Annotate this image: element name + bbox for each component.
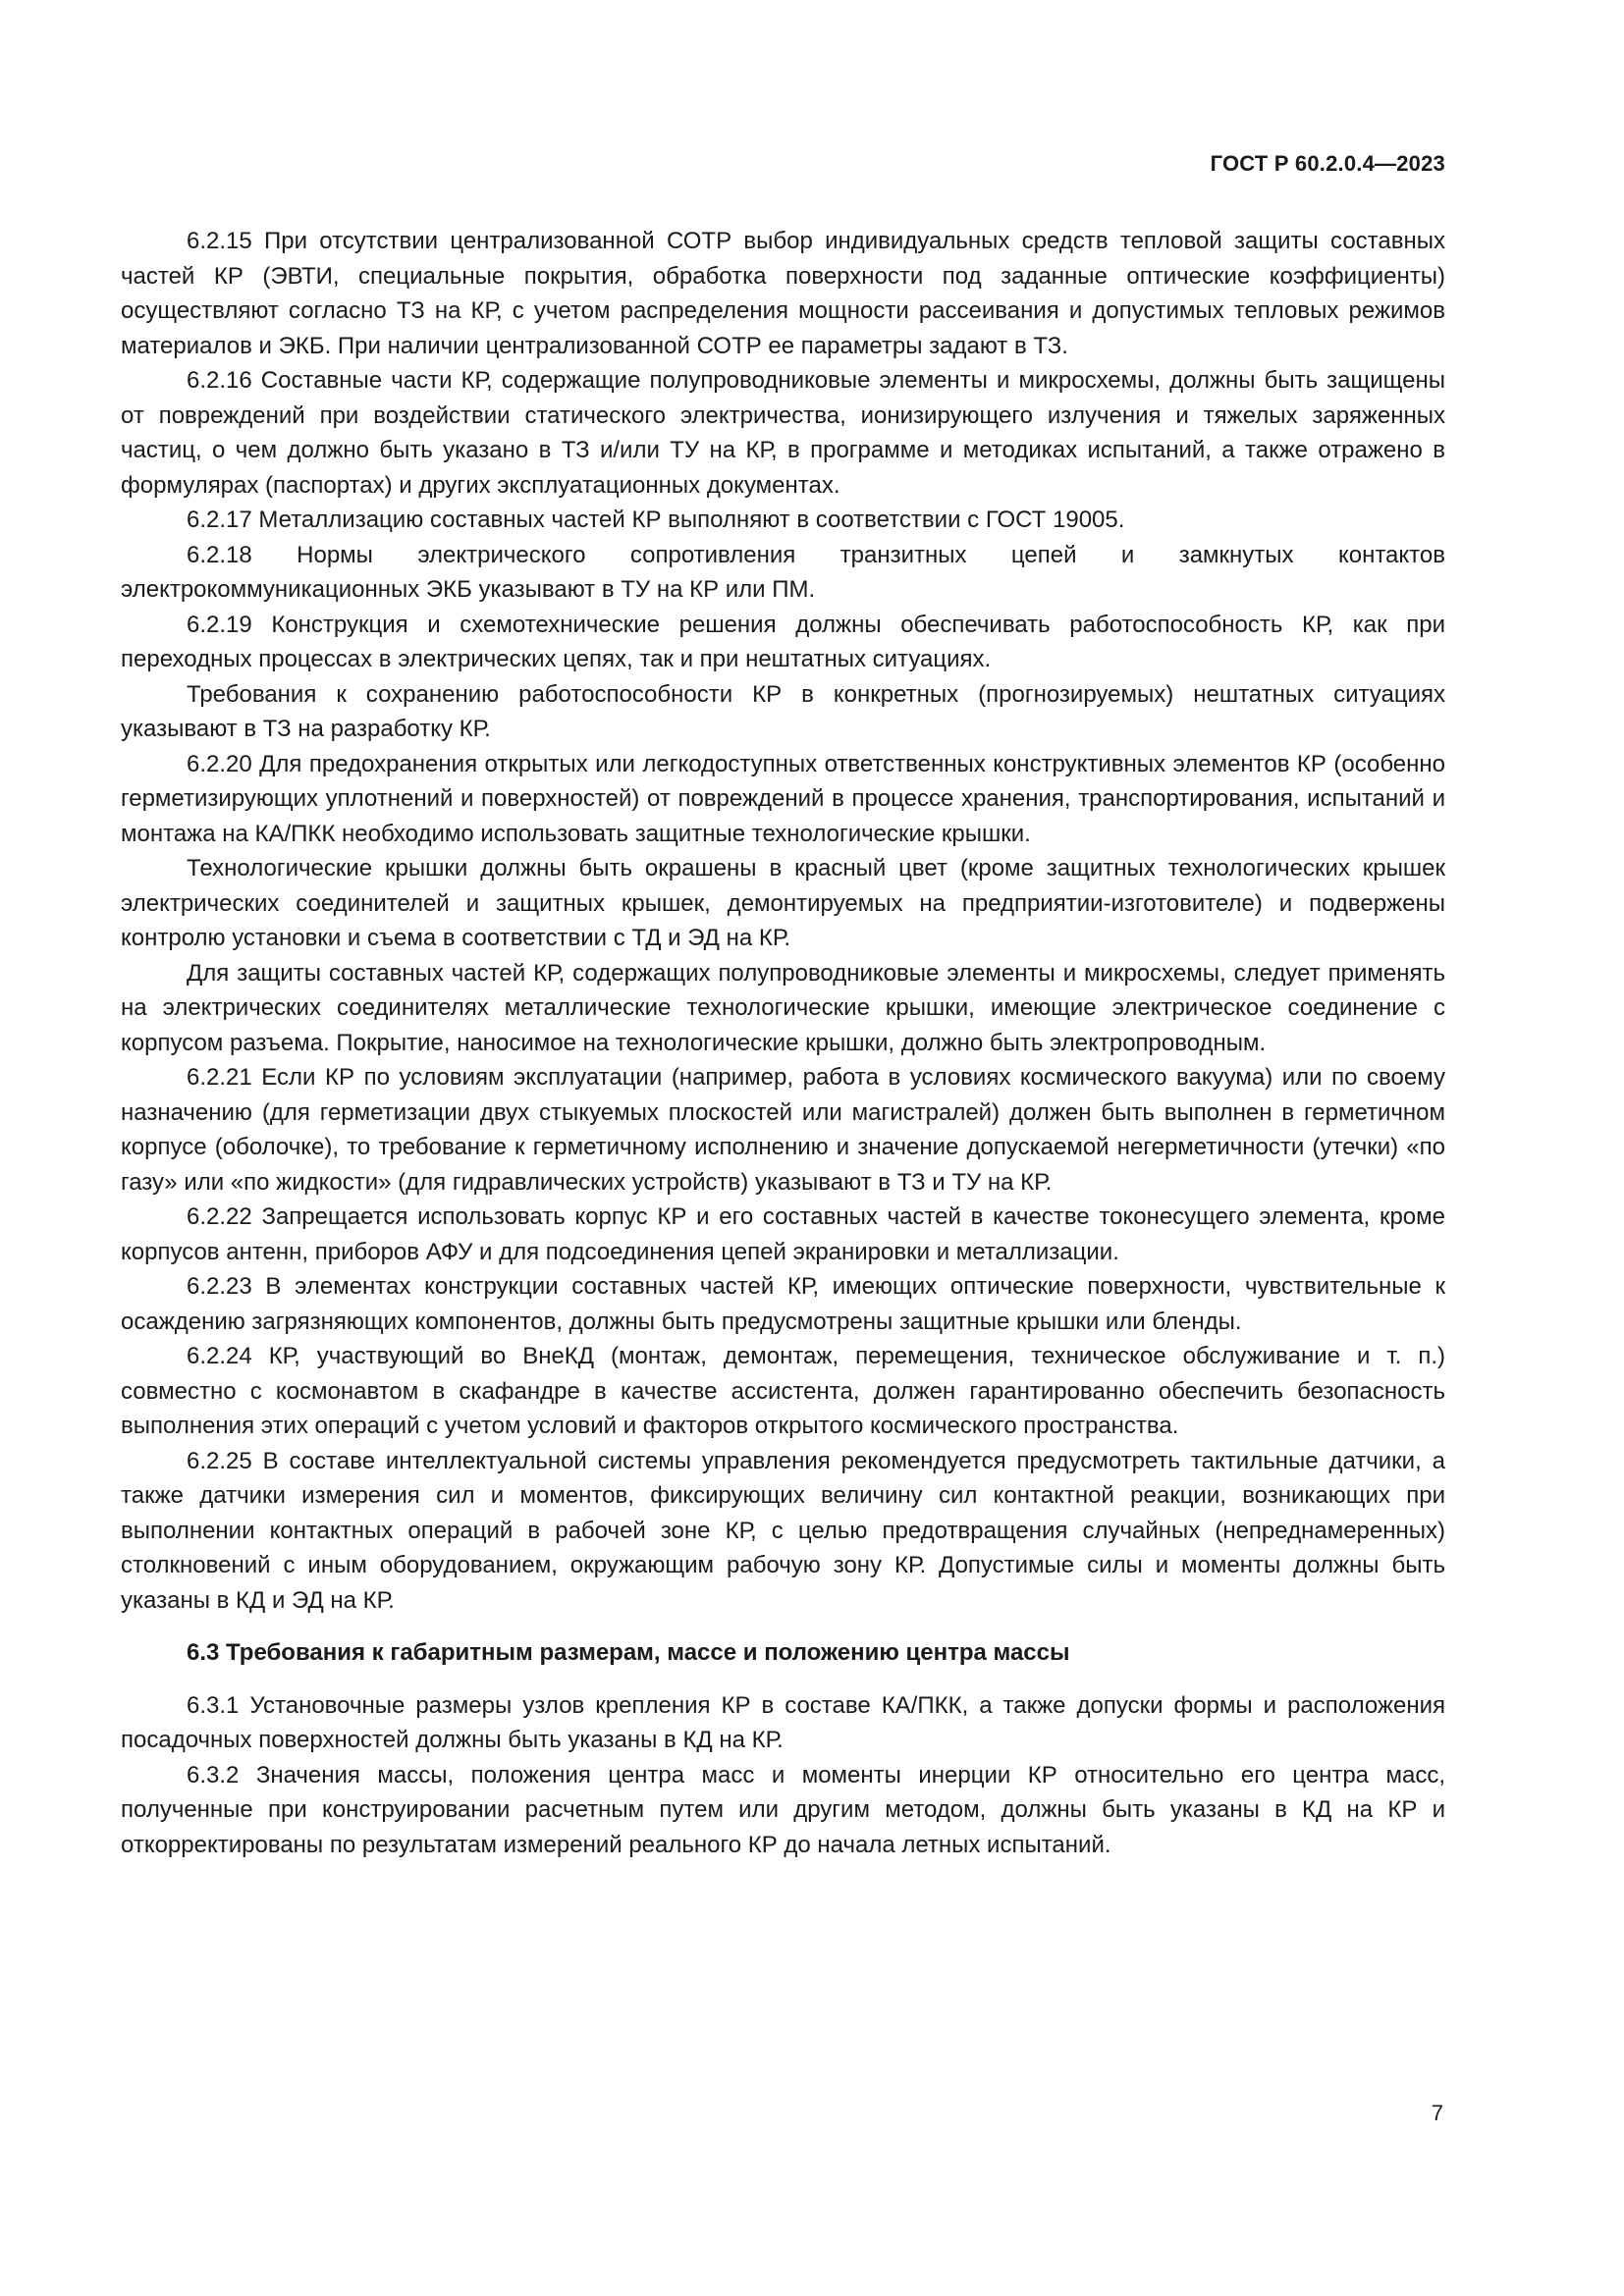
paragraph: 6.2.23 В элементах конструкции составных частей КР, имеющих оптические поверхности, чувствительные к осаждению загрязняющих компонентов, должны быть предусмотрены защитные крышки или бленды. [121, 1273, 1445, 1335]
paragraph: Требования к сохранению работоспособности КР в конкретных (прогнозируемых) нештатных ситуациях указывают в ТЗ на разработку КР. [121, 680, 1445, 742]
paragraph: 6.2.17 Металлизацию составных частей КР выполняют в соответствии с ГОСТ 19005. [187, 507, 1125, 533]
paragraph: 6.2.22 Запрещается использовать корпус КР и его составных частей в качестве токонесущего элемента, кроме корпусов антенн, приборов АФУ и для подсоединения цепей экранировки и металлизации. [121, 1203, 1445, 1265]
paragraph: 6.3.2 Значения массы, положения центра масс и моменты инерции КР относительно его центра масс, полученные при конструировании расчетным путем или другим методом, должны быть указаны в КД на КР и откорректированы по результатам измерений реального КР до начала летных испытаний. [121, 1761, 1445, 1858]
paragraph: 6.3.1 Установочные размеры узлов крепления КР в составе КА/ПКК, а также допуски формы и расположения посадочных поверхностей должны быть указаны в КД на КР. [121, 1691, 1445, 1753]
paragraph: 6.2.19 Конструкция и схемотехнические решения должны обеспечивать работоспособность КР, как при переходных процессах в электрических цепях, так и при нештатных ситуациях. [121, 611, 1445, 672]
paragraph: 6.2.21 Если КР по условиям эксплуатации (например, работа в условиях космического вакуума) или по своему назначению (для герметизации двух стыкуемых плоскостей или магистралей) должен быть выполнен в герметичном корпусе (оболочке), то требование к герметичному исполнению и значение допускаемой негерметичности (утечки) «по газу» или «по жидкости» (для гидравлических устройств) указывают в ТЗ и ТУ на КР. [121, 1064, 1445, 1196]
paragraph: 6.2.15 При отсутствии централизованной СОТР выбор индивидуальных средств тепловой защиты составных частей КР (ЭВТИ, специальные покрытия, обработка поверхности под заданные оптические коэффициенты) осуществляют согласно ТЗ на КР, с учетом распределения мощности рассеивания и допустимых тепловых режимов материалов и ЭКБ. При наличии централизованной СОТР ее параметры задают в ТЗ. [121, 228, 1445, 359]
paragraph: 6.2.18 Нормы электрического сопротивления транзитных цепей и замкнутых контактов электрокоммуникационных ЭКБ указывают в ТУ на КР или ПМ. [121, 541, 1445, 603]
paragraph: 6.2.25 В составе интеллектуальной системы управления рекомендуется предусмотреть тактильные датчики, а также датчики измерения сил и моментов, фиксирующих величину сил контактной реакции, возникающих при выполнении контактных операций в рабочей зоне КР, с целью предотвращения случайных (непреднамеренных) столкновений с иным оборудованием, окружающим рабочую зону КР. Допустимые силы и моменты должны быть указаны в КД и ЭД на КР. [121, 1447, 1445, 1614]
paragraph: Технологические крышки должны быть окрашены в красный цвет (кроме защитных технологических крышек электрических соединителей и защитных крышек, демонтируемых на предприятии-изготовителе) и подвержены контролю установки и съема в соответствии с ТД и ЭД на КР. [121, 855, 1445, 951]
paragraph-group-6-2 [121, 224, 1445, 1618]
page-body [121, 224, 1445, 1862]
paragraph: 6.2.20 Для предохранения открытых или легкодоступных ответственных конструктивных элементов КР (особенно герметизирующих уплотнений и поверхностей) от повреждений в процессе хранения, транспортирования, испытаний и монтажа на КА/ПКК необходимо использовать защитные технологические крышки. [121, 750, 1445, 847]
paragraph: 6.2.16 Составные части КР, содержащие полупроводниковые элементы и микросхемы, должны быть защищены от повреждений при воздействии статического электричества, ионизирующего излучения и тяжелых заряженных частиц, о чем должно быть указано в ТЗ и/или ТУ на КР, в программе и методиках испытаний, а также отражено в формулярах (паспортах) и других эксплуатационных документах. [121, 367, 1445, 499]
paragraph: Для защиты составных частей КР, содержащих полупроводниковые элементы и микросхемы, следует применять на электрических соединителях металлические технологические крышки, имеющие электрическое соединение с корпусом разъема. Покрытие, наносимое на технологические крышки, должно быть электропроводным. [121, 959, 1445, 1056]
paragraph-group-6-3 [121, 1688, 1445, 1863]
document-header: ГОСТ Р 60.2.0.4—2023 [1210, 151, 1445, 176]
page-number: 7 [1431, 2101, 1443, 2125]
paragraph: 6.2.24 КР, участвующий во ВнеКД (монтаж, демонтаж, перемещения, техническое обслуживание и т. п.) совместно с космонавтом в скафандре в качестве ассистента, должен гарантированно обеспечить безопасность выполнения этих операций с учетом условий и факторов открытого космического пространства. [121, 1343, 1445, 1439]
section-heading: 6.3 Требования к габаритным размерам, массе и положению центра массы [187, 1639, 1070, 1666]
